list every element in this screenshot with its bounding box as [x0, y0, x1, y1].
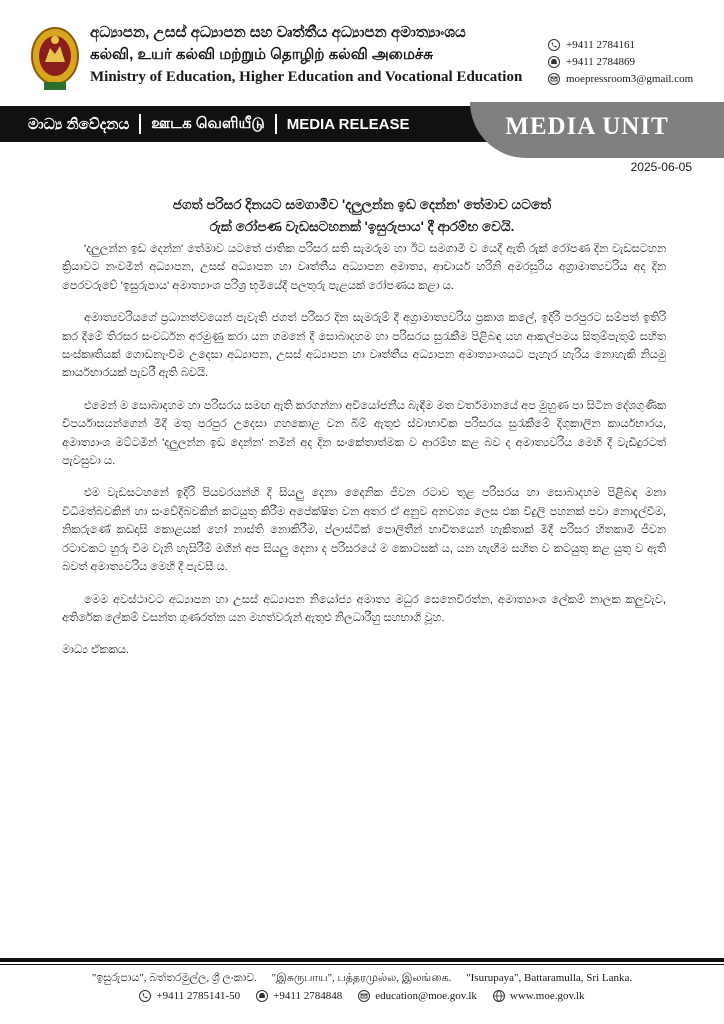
phone-icon — [548, 39, 560, 51]
globe-icon — [493, 990, 505, 1002]
title-line-1: ජගත් පරිසර දිනයට සමගාමීව 'දලුලන්න ඉඩ දෙන්න' තේමාව යටතේ — [172, 197, 552, 212]
header-phone — [548, 36, 693, 53]
band-divider — [139, 114, 141, 134]
band-divider — [275, 114, 277, 134]
ministry-name-sinhala: අධ්‍යාපන, උසස් අධ්‍යාපන සහ වෘත්තීය අධ්‍යාපන අමාත්‍යාංශය — [90, 24, 466, 41]
ministry-names — [90, 22, 530, 88]
header-phone-text: +9411 2784161 — [566, 38, 636, 51]
sri-lanka-emblem-icon — [30, 24, 80, 94]
title-line-2: රුක් රෝපණ වැඩසටහනක් 'ඉසුරුපාය' දී ආරම්භ වෙයි. — [209, 219, 515, 234]
media-release-english: MEDIA RELEASE — [286, 115, 410, 133]
footer-rule — [0, 958, 724, 962]
press-release-title — [60, 194, 664, 238]
header-fax-text: +9411 2784869 — [566, 55, 636, 68]
footer-address-tamil: "இசுருபாய", பத்தரமுல்ல, இலங்கை. — [271, 972, 452, 984]
press-release-body — [62, 240, 666, 674]
footer-phone — [139, 990, 240, 1002]
media-release-tamil: ஊடக வெளியீடு — [151, 114, 265, 132]
footer-web — [493, 990, 585, 1002]
footer-rule-thin — [0, 964, 724, 965]
ministry-name-english: Ministry of Education, Higher Education and Vocational Education — [90, 69, 523, 85]
header-fax — [548, 53, 693, 70]
fax-icon — [548, 56, 560, 68]
footer-address-sinhala: "ඉසුරුපාය", බත්තරමුල්ල, ශ්‍රී ලංකාව. — [91, 972, 257, 984]
footer-fax — [256, 990, 342, 1002]
ministry-name-tamil: கல்வி, உயர் கல்வி மற்றும் தொழிற் கல்வி அமைச்சு — [90, 46, 433, 63]
fax-icon — [256, 990, 268, 1002]
header-email-text: moepressroom3@gmail.com — [566, 72, 694, 85]
body-paragraph: 'දලුලන්න ඉඩ දෙන්න' තේමාව යටතේ ජාතික පරිසර සති සැමරුම හා ඊට සමගාමී ව යෙදී ඇති රුක් රෝපණ දින වැඩසටහන ක්‍රියාවට නංවමින් අධ්‍යාපන, උසස් අධ්‍යාපන හා වෘත්තීය අධ්‍යාපන අමාත්‍ය, ආචාර්ය හරිනි අමරසූරිය අග්‍රාමාත්‍යවරිය අද දින පෙරවරුවේ 'ඉසුරුපාය' අමාත්‍යාංශ පරිශ්‍ර භූමියේදී පලතුරු පැළයක් රෝපණය කළා ය. — [62, 243, 666, 292]
footer-email-text: education@moe.gov.lk — [375, 990, 477, 1002]
body-paragraph: එම වැඩසටහනේ ඉදිරි පියවරයන්හි දී සියලු දෙනා දෛනික ජීවන රටාව තුළ පරිසරය හා සොබාදහම පිළිබඳ මනා විධිමත්බවකින් හා සංවේදීබවකින් කටයුතු කිරීම අපේක්ෂිත වන අතර ඒ අනුව අනවශ්‍ය ලෙස එක විදුලි පහනක් පවා නොදැල්වීම, නිකරුණේ කඩදාසි කොළයක් හෝ නාස්ති නොකිරීම, ප්ලාස්ටික් පොලිතීන් භාවිතයෙන් හැකිතාක් මිදී පරිසර හිතකාමී ජීවන රටාවකට හුරු වීම වැනි හැසිරීම් මගින් අප සියලු දෙනා ද පරිසරයේ ම කොටසක් ය, යන හැඟීම සහිත ව කටයුතු කළ යුතු ව ඇති බවත් අමාත්‍යවරිය මෙහි දී පැවසී ය. — [62, 487, 666, 574]
footer-phone-text: +9411 2785141-50 — [156, 990, 241, 1002]
body-paragraph: මෙම අවස්ථාවට අධ්‍යාපන හා උසස් අධ්‍යාපන නියෝජ්‍ය අමාත්‍ය මධුර සෙනෙවිරත්න, අමාත්‍යාංශ ලේකම් නාලක කලුවැව, අතිරේක ලේකම් වසන්ත ගුණරත්න යන මහත්වරුන් ඇතුළු නිලධාරීහු සහභාගි වූහ. — [62, 593, 666, 624]
footer-contacts — [0, 990, 724, 1002]
release-date: 2025-06-05 — [630, 160, 692, 174]
footer-email — [358, 990, 477, 1002]
media-unit-label: MEDIA UNIT — [505, 113, 669, 140]
header-email — [548, 70, 693, 87]
header-contacts — [548, 36, 693, 87]
footer-fax-text: +9411 2784848 — [273, 990, 343, 1002]
footer-web-text: www.moe.gov.lk — [509, 990, 585, 1002]
footer-address-english: "Isurupaya", Battaramulla, Sri Lanka. — [466, 972, 633, 984]
footer-address — [0, 972, 724, 986]
body-paragraph: එමෙන් ම සොබාදහම හා පරිසරය සමඟ ඇති කරගන්නා අවියෝජනීය බැඳීම මත වර්තමානයේ අප මුහුණ පා සිටින දේශගුණික විපර්යාසයන්ගෙන් මිදී මතු පරපුර උදෙසා ගහකොළ වන බිම් ඇතුළු ස්වාභාවික පරිසරය සුරැකීමේ දිගුකාලීන කාර්යභාරය, අමාත්‍යාංශ මට්ටමින් 'දලුලන්න ඉඩ දෙන්න' නමින් අද දින සංකේතාත්මක ව ආරම්භ කළ බව ද අමාත්‍යවරිය මෙහි දී වැඩිදුරටත් පැවසුවා ය. — [62, 399, 666, 468]
media-release-sinhala: මාධ්‍ය නිවේදනය — [28, 115, 130, 133]
signoff: මාධ්‍ය ඒකකය. — [62, 644, 129, 657]
body-paragraph: අමාත්‍යවරියගේ ප්‍රධානත්වයෙන් පැවැති ජගත් පරිසර දින සැමරුම් දී අග්‍රාමාත්‍යවරිය ප්‍රකාශ කලේ, ඉදිරි පරපුරට සම්පත් ඉතිරි කර දීමේ තිරසර සංවර්ධන අරමුණු කරා යන ගමනේ දී සොබාදහම හා පරිසරය සුරැකීම පිළිබඳ යහ ආකල්පමය සිතුම්පැතුම් සහිත සංස්කෘතියක් ගොඩනැංවීම උදෙසා අධ්‍යාපන, උසස් අධ්‍යාපන හා වෘත්තීය අධ්‍යාපන අමාත්‍යාංශයට පැහැර හැරිය නොහැකි නියමු කාර්යභාරයක් පැවරී ඇති බවයි. — [62, 312, 666, 380]
email-icon — [548, 73, 560, 85]
email-icon — [358, 990, 370, 1002]
media-release-labels — [28, 106, 410, 142]
phone-icon — [139, 990, 151, 1002]
